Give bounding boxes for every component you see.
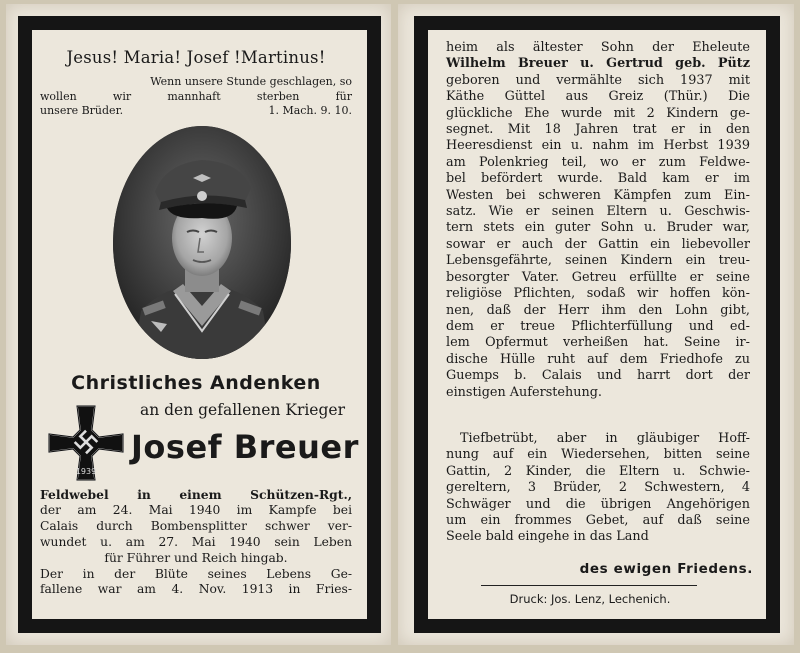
quote-line-3-text: unsere Brüder. (40, 104, 124, 117)
body-line: religiöse Pflichten, sodaß wir hoffen kön- (446, 286, 750, 302)
body-line: für Führer und Reich hingab. (104, 550, 288, 565)
cross-year: 1939 (75, 467, 97, 476)
invocation-heading: Jesus! Maria! Josef !Martinus! (66, 48, 326, 67)
printer-credit: Druck: Jos. Lenz, Lechenich. (509, 592, 671, 606)
body-line: lem Opfermut verheißen hat. Seine ir- (446, 335, 750, 351)
body-line: Guemps b. Calais und harrt dort der (446, 368, 750, 384)
body-line: Lebensgefährte, seinen Kindern ein treu- (446, 253, 750, 269)
body-line: nung auf ein Wiedersehen, bitten seine (446, 447, 750, 463)
quote-line-1: Wenn unsere Stunde geschlagen, so (150, 75, 352, 88)
body-line: bel befördert wurde. Bald kam er im (446, 171, 750, 187)
body-line: nen, daß der Herr ihm den Lohn gibt, (446, 302, 750, 318)
quote-line-3 (40, 104, 352, 119)
scripture-quote (40, 75, 352, 119)
body-line: glückliche Ehe wurde mit 2 Kindern ge- (446, 105, 750, 121)
body-line: Tiefbetrübt, aber in gläubiger Hoff- (460, 431, 750, 446)
body-line: wundet u. am 27. Mai 1940 sein Leben (40, 534, 352, 549)
body-line: tern stets ein guter Sohn u. Bruder war, (446, 220, 750, 236)
body-line: Der in der Blüte seines Lebens Ge- (40, 566, 352, 581)
body-line: dem er treue Pflichterfüllung und ed- (446, 318, 750, 334)
body-line: besorgter Vater. Getreu erfüllte er seine (446, 269, 750, 285)
body-line: segnet. Mit 18 Jahren trat er in den (446, 122, 750, 138)
body-line: heim als ältester Sohn der Eheleute (446, 40, 750, 55)
divider-line (481, 585, 697, 586)
left-body-text (40, 487, 352, 598)
right-closing-paragraph (446, 431, 750, 546)
body-line: Wilhelm Breuer u. Gertrud geb. Pütz (446, 56, 750, 72)
body-line: satz. Wie er seinen Eltern u. Geschwis- (446, 204, 750, 220)
right-body-text (446, 40, 750, 401)
body-line: Schwäger und die übrigen Angehörigen (446, 496, 750, 512)
closing-phrase: des ewigen Friedens. (579, 561, 753, 577)
quote-line-2: wollen wir mannhaft sterben für (40, 89, 352, 103)
memorial-subtitle: an den gefallenen Krieger (139, 401, 345, 419)
body-line: fallene war am 4. Nov. 1913 in Fries- (40, 582, 352, 597)
body-line: Seele bald eingehe in das Land (446, 529, 649, 545)
body-line: Käthe Güttel aus Greiz (Thür.) Die (446, 89, 750, 105)
body-line: sowar er auch der Gattin ein liebevoller (446, 236, 750, 252)
deceased-name: Josef Breuer (131, 428, 359, 466)
quote-reference: 1. Mach. 9. 10. (268, 104, 352, 117)
soldier-portrait (113, 126, 291, 359)
body-line: der am 24. Mai 1940 im Kampfe bei (40, 502, 352, 517)
body-line: einstigen Auferstehung. (446, 384, 602, 400)
body-line: am Polenkrieg teil, wo er zum Feldwe- (446, 154, 750, 170)
body-line: Calais durch Bombensplitter schwer ver- (40, 518, 352, 533)
body-line: geboren und vermählte sich 1937 mit (446, 72, 750, 88)
iron-cross-icon (47, 404, 125, 482)
body-line: Gattin, 2 Kinder, die Eltern u. Schwie- (446, 463, 750, 479)
body-line: Westen bei schweren Kämpfen zum Ein- (446, 187, 750, 203)
body-line: dische Hülle ruht auf dem Friedhofe zu (446, 351, 750, 367)
body-line: gereltern, 3 Brüder, 2 Schwestern, 4 (446, 480, 750, 496)
memorial-title: Christliches Andenken (71, 372, 321, 394)
body-line: um ein frommes Gebet, auf daß seine (446, 513, 750, 529)
portrait-image (113, 126, 291, 359)
body-line: Feldwebel in einem Schützen-Rgt., (40, 487, 352, 502)
body-line: Heeresdienst ein u. nahm im Herbst 1939 (446, 138, 750, 154)
